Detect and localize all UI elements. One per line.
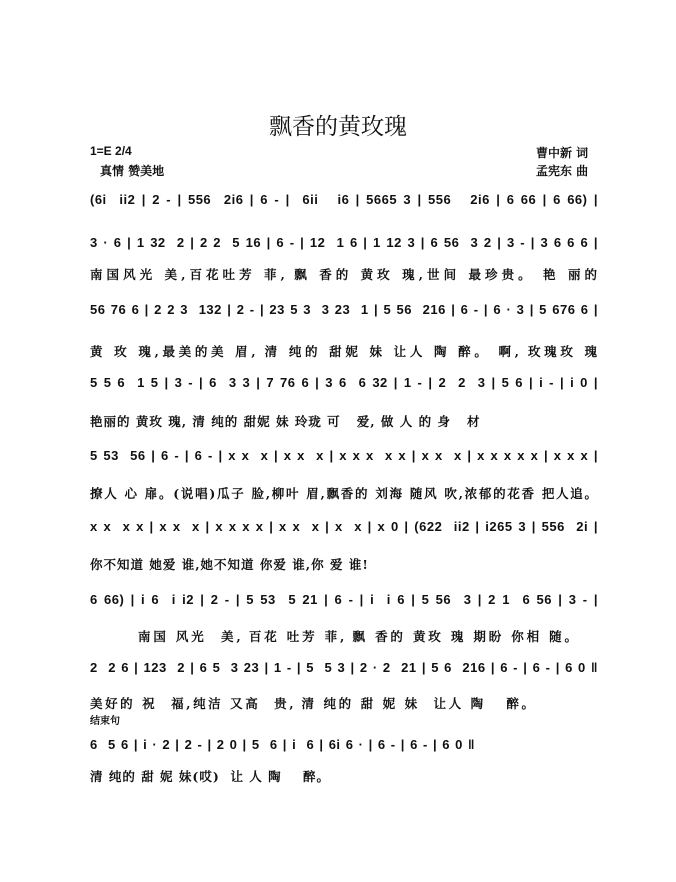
- lyric-line-6: 你不知道 她爱 谁,她不知道 你爱 谁,你 爱 谁!: [90, 557, 369, 572]
- lyricist-credit: 曹中新 词: [536, 146, 589, 160]
- notation-line-7: 6 66) | i 6 i i2 | 2 - | 5 53 5 21 | 6 - | i i 6 | 5 56 3 | 2 1 6 56 | 3 - |: [90, 592, 598, 607]
- notation-line-8: 2 2 6 | 123 2 | 6 5 3 23 | 1 - | 5 5 3 | 2 · 2 21 | 5 6 216 | 6 - | 6 - | 6 0 ‖: [90, 660, 598, 675]
- coda-label: 结束句: [90, 716, 120, 727]
- lyric-line-9: 清 纯的 甜 妮 妹(哎) 让 人 陶 醉。: [90, 769, 331, 784]
- notation-line-2: 3 · 6 | 1 32 2 | 2 2 5 16 | 6 - | 12 1 6 | 1 12 3 | 6 56 3 2 | 3 - | 3 6 6 6 |: [90, 235, 598, 250]
- lyric-line-7: 南国 风光 美, 百花 吐芳 菲, 飘 香的 黄玫 瑰 期盼 你相 随。: [138, 629, 578, 644]
- lyric-line-8: 美好的 祝 福,纯洁 又高 贵, 清 纯的 甜 妮 妹 让人 陶 醉。: [90, 696, 535, 711]
- notation-line-9: 6 5 6 | i · 2 | 2 - | 2 0 | 5 6 | i 6 | 6i 6 · | 6 - | 6 - | 6 0 ‖: [90, 737, 475, 752]
- notation-line-3: 56 76 6 | 2 2 3 132 | 2 - | 23 5 3 3 23 1 | 5 56 216 | 6 - | 6 · 3 | 5 676 6 |: [90, 302, 598, 317]
- song-title: 飘香的黄玫瑰: [269, 114, 407, 140]
- notation-line-5: 5 53 56 | 6 - | 6 - | x x x | x x x | x x x x x | x x x | x x x x x | x x x |: [90, 448, 598, 463]
- notation-line-1: (6i ii2 | 2 - | 556 2i6 | 6 - | 6ii i6 | 5665 3 | 556 2i6 | 6 66 | 6 66) |: [90, 192, 598, 207]
- expression-mark: 真情 赞美地: [100, 164, 165, 178]
- notation-line-4: 5 5 6 1 5 | 3 - | 6 3 3 | 7 76 6 | 3 6 6 32 | 1 - | 2 2 3 | 5 6 | i - | i 0 |: [90, 375, 598, 390]
- lyric-line-5: 撩人 心 扉。(说唱)瓜子 脸,柳叶 眉,飘香的 刘海 随风 吹,浓郁的花香 把人追。: [90, 486, 598, 501]
- key-signature: 1=E 2/4: [90, 144, 132, 158]
- composer-credit: 孟宪东 曲: [536, 164, 589, 178]
- notation-line-6: x x x x | x x x | x x x x | x x x | x x | x 0 | (622 ii2 | i265 3 | 556 2i |: [90, 519, 598, 534]
- lyric-line-2: 南国风光 美,百花吐芳 菲, 飘 香的 黄玫 瑰,世间 最珍贵。 艳 丽的: [90, 267, 598, 282]
- lyric-line-4: 艳丽的 黄玫 瑰, 清 纯的 甜妮 妹 玲珑 可 爱, 做 人 的 身 材: [90, 414, 481, 429]
- lyric-line-3: 黄 玫 瑰,最美的美 眉, 清 纯的 甜妮 妹 让人 陶 醉。 啊, 玫瑰玫 瑰: [90, 344, 598, 359]
